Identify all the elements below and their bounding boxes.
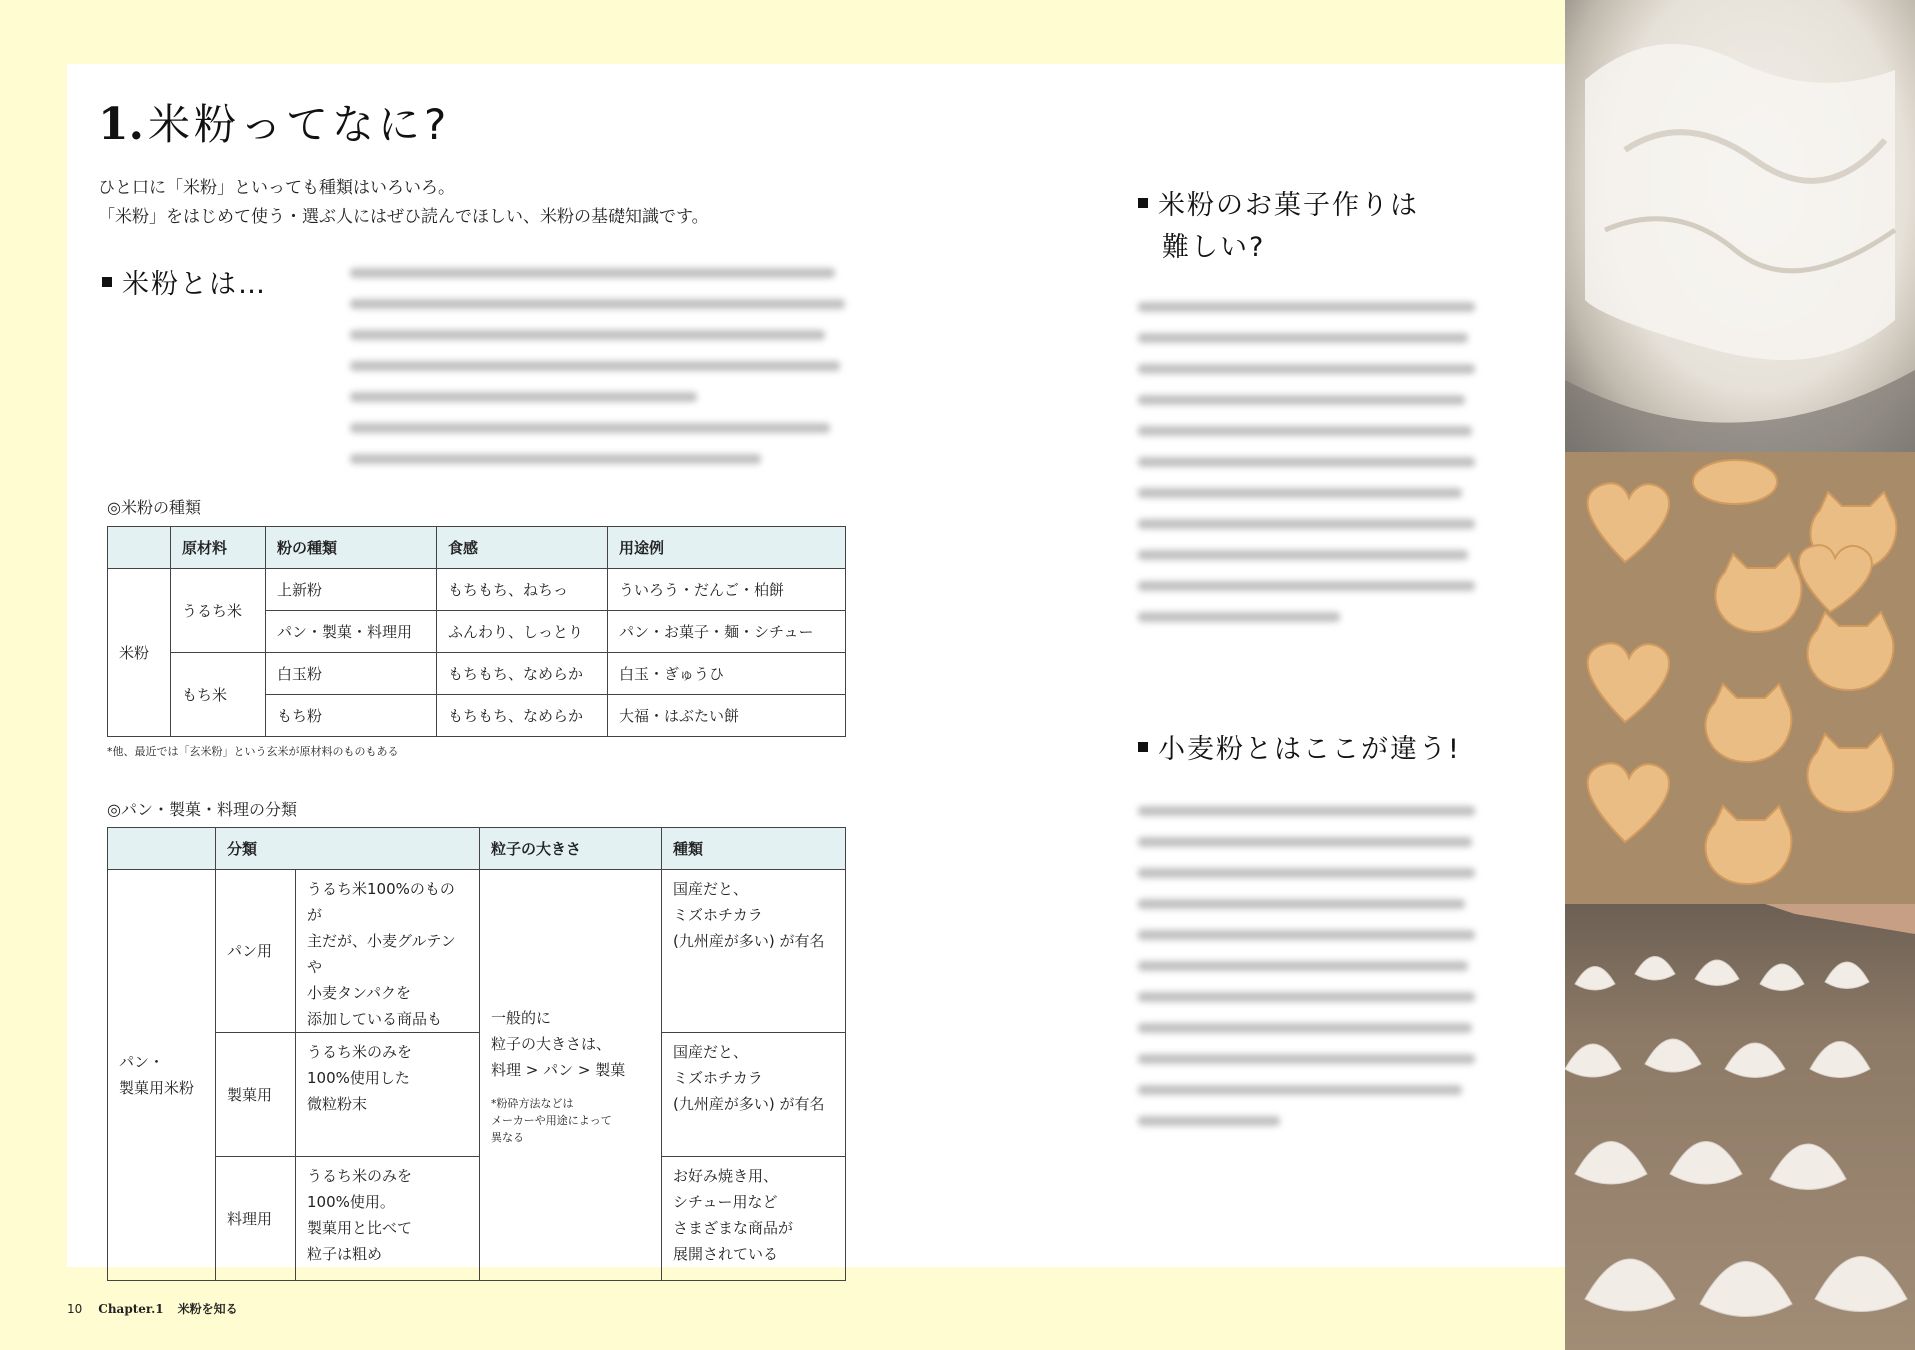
flour-classification-table <box>107 827 846 1281</box>
table-cell: パン・お菓子・麺・シチュー <box>608 611 846 653</box>
table-caption-types: ◎米粉の種類 <box>107 498 201 517</box>
section-heading-text: 米粉のお菓子作りは <box>1158 190 1419 221</box>
blurred-body-text <box>350 268 845 485</box>
class-kind: お好み焼き用、 シチュー用など さまざまな商品が 展開されている <box>662 1157 846 1281</box>
class-description: うるち米のみを 100%使用した 微粒粉末 <box>296 1033 480 1157</box>
chapter-title <box>98 92 450 152</box>
square-bullet-icon <box>102 277 112 287</box>
meringue-photo <box>1565 904 1915 1350</box>
page-number-left: 10 <box>67 1302 83 1316</box>
particle-size-text: 一般的に 粒子の大きさは、 料理 > パン > 製菓 <box>491 1008 626 1079</box>
page-footer <box>67 1300 238 1317</box>
footer-chapter-name: 米粉を知る <box>177 1302 238 1316</box>
table-header: 種類 <box>662 828 846 870</box>
group-label: 米粉 <box>108 569 171 737</box>
table-header-empty <box>108 828 216 870</box>
table-row <box>108 1033 846 1157</box>
section-heading-difficulty <box>1138 185 1419 269</box>
photo-column <box>1565 0 1915 1350</box>
table-cell: 白玉・ぎゅうひ <box>608 653 846 695</box>
table-header: 粒子の大きさ <box>480 828 662 870</box>
table-cell: 上新粉 <box>266 569 437 611</box>
class-description: うるち米100%のものが 主だが、小麦グルテンや 小麦タンパクを 添加している商品も <box>296 870 480 1033</box>
class-kind: 国産だと、 ミズホチカラ (九州産が多い) が有名 <box>662 870 846 1033</box>
blurred-body-text <box>1138 806 1475 1147</box>
table-header: 原材料 <box>171 527 266 569</box>
table-header-empty <box>108 527 171 569</box>
class-name: 製菓用 <box>216 1033 296 1157</box>
table-cell: 白玉粉 <box>266 653 437 695</box>
table-header: 用途例 <box>608 527 846 569</box>
table-cell: もちもち、ねちっ <box>437 569 608 611</box>
table-note: *他、最近では「玄米粉」という玄米が原材料のものもある <box>107 745 399 758</box>
square-bullet-icon <box>1138 198 1148 208</box>
particle-size-cell <box>480 870 662 1281</box>
rice-flour-types-table <box>107 526 846 737</box>
intro-text <box>98 174 709 232</box>
group-label: パン・ 製菓用米粉 <box>108 870 216 1281</box>
table-row <box>108 653 846 695</box>
square-bullet-icon <box>1138 742 1148 752</box>
cookies-photo <box>1565 452 1915 904</box>
table-header: 粉の種類 <box>266 527 437 569</box>
section-heading-text: 難しい? <box>1162 232 1266 263</box>
table-cell: もちもち、なめらか <box>437 695 608 737</box>
table-cell: ういろう・だんご・柏餅 <box>608 569 846 611</box>
chapter-number: 1. <box>98 99 144 150</box>
table-row <box>108 1157 846 1281</box>
intro-line: 「米粉」をはじめて使う・選ぶ人にはぜひ読んでほしい、米粉の基礎知識です。 <box>98 207 709 227</box>
section-heading-text: 米粉とは… <box>122 269 267 300</box>
table-cell: もち粉 <box>266 695 437 737</box>
table-caption-classes: ◎パン・製菓・料理の分類 <box>107 800 297 819</box>
particle-size-note: *粉砕方法などは メーカーや用途によって 異なる <box>491 1096 612 1144</box>
table-cell: 大福・はぶたい餅 <box>608 695 846 737</box>
class-name: 料理用 <box>216 1157 296 1281</box>
table-row <box>108 870 846 1033</box>
material-label: もち米 <box>171 653 266 737</box>
table-header: 食感 <box>437 527 608 569</box>
table-cell: パン・製菓・料理用 <box>266 611 437 653</box>
footer-chapter-label: Chapter.1 <box>98 1302 164 1316</box>
table-cell: ふんわり、しっとり <box>437 611 608 653</box>
class-description: うるち米のみを 100%使用。 製菓用と比べて 粒子は粗め <box>296 1157 480 1281</box>
section-heading-difference <box>1138 729 1461 771</box>
table-header: 分類 <box>216 828 480 870</box>
blurred-body-text <box>1138 302 1475 643</box>
class-kind: 国産だと、 ミズホチカラ (九州産が多い) が有名 <box>662 1033 846 1157</box>
table-cell: もちもち、なめらか <box>437 653 608 695</box>
section-heading-what-is <box>102 264 267 306</box>
section-heading-text: 小麦粉とはここが違う! <box>1158 734 1461 765</box>
class-name: パン用 <box>216 870 296 1033</box>
chapter-title-text: 米粉ってなに? <box>147 100 451 149</box>
whipped-batter-photo <box>1565 0 1915 452</box>
material-label: うるち米 <box>171 569 266 653</box>
intro-line: ひと口に「米粉」といっても種類はいろいろ。 <box>98 178 455 198</box>
table-row <box>108 569 846 611</box>
